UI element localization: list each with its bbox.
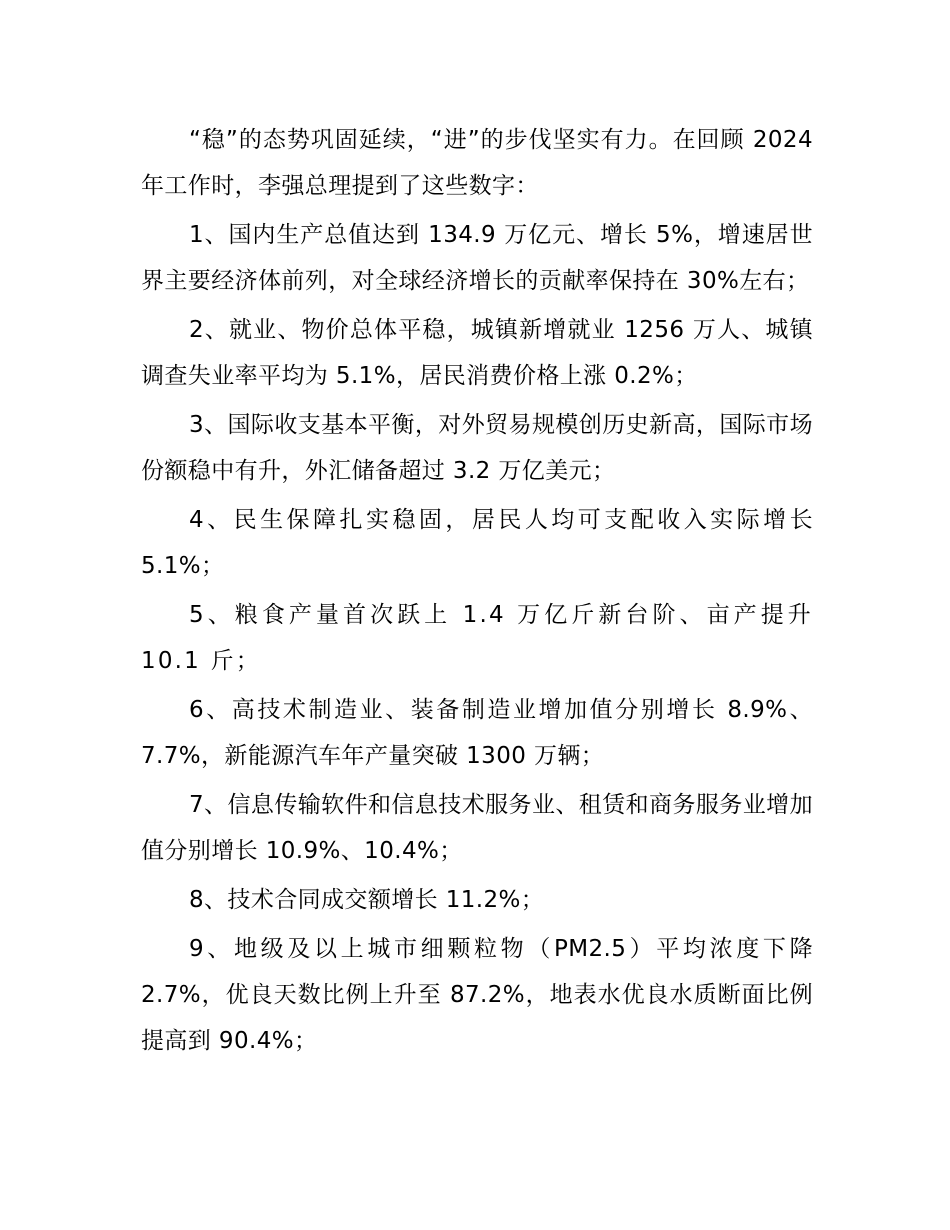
paragraph-item-5: 5、粮食产量首次跃上 1.4 万亿斤新台阶、亩产提升 10.1 斤；: [141, 602, 813, 674]
paragraph-item-3: 3、国际收支基本平衡，对外贸易规模创历史新高，国际市场份额稳中有升，外汇储备超过 3.2 万亿美元；: [141, 412, 813, 484]
paragraph-item-6: 6、高技术制造业、装备制造业增加值分别增长 8.9%、7.7%，新能源汽车年产量突破 1300 万辆；: [141, 697, 813, 769]
paragraph-item-7: 7、信息传输软件和信息技术服务业、租赁和商务服务业增加值分别增长 10.9%、10.4%；: [141, 792, 813, 864]
paragraph-item-1: 1、国内生产总值达到 134.9 万亿元、增长 5%，增速居世界主要经济体前列，对全球经济增长的贡献率保持在 30%左右；: [141, 222, 813, 294]
paragraph-item-8: 8、技术合同成交额增长 11.2%；: [189, 887, 545, 913]
paragraph-item-4: 4、民生保障扎实稳固，居民人均可支配收入实际增长 5.1%；: [141, 507, 813, 579]
paragraph-item-2: 2、就业、物价总体平稳，城镇新增就业 1256 万人、城镇调查失业率平均为 5.1%，居民消费价格上涨 0.2%；: [141, 317, 813, 389]
document-body: [141, 117, 813, 1067]
paragraph-item-9: 9、地级及以上城市细颗粒物（PM2.5）平均浓度下降 2.7%，优良天数比例上升至 87.2%，地表水优良水质断面比例提高到 90.4%；: [141, 936, 813, 1054]
paragraph-intro: “稳”的态势巩固延续，“进”的步伐坚实有力。在回顾 2024 年工作时，李强总理提到了这些数字：: [141, 127, 813, 199]
